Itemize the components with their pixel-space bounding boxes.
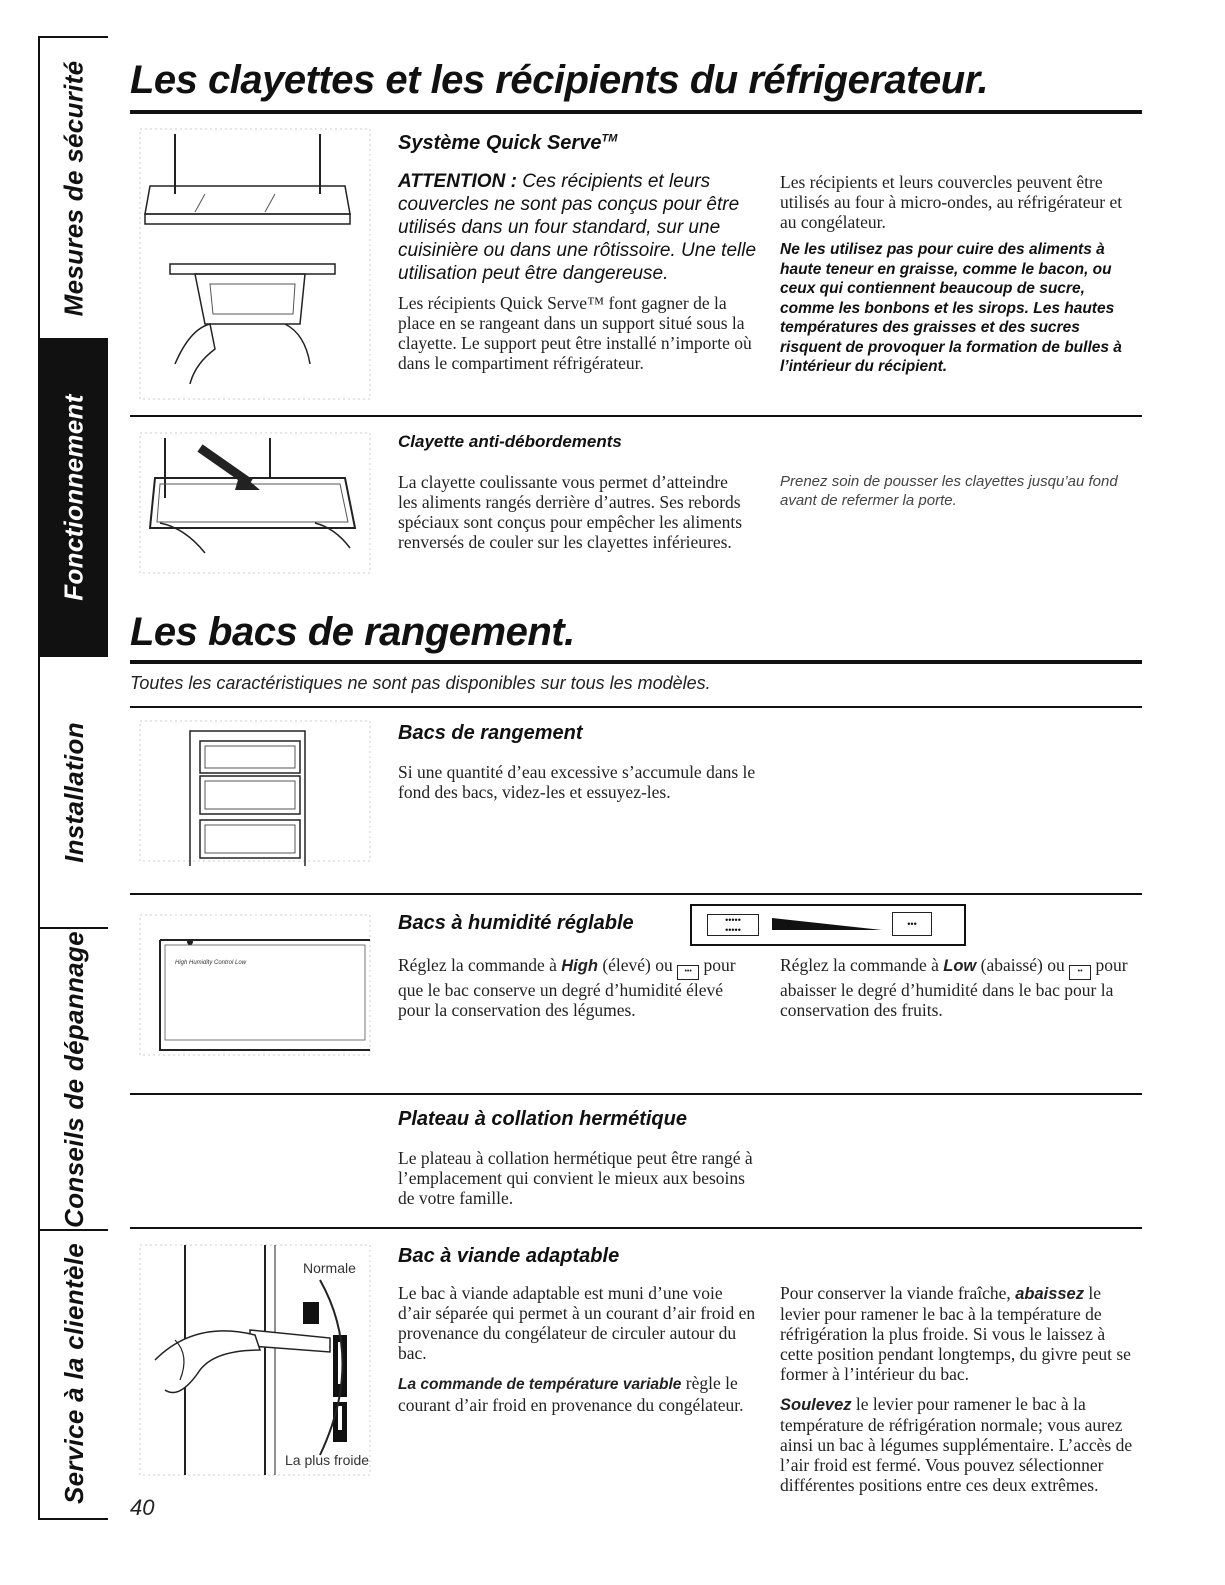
section-title-shelves: Les clayettes et les récipients du réfrigerateur. xyxy=(130,58,989,102)
spill-shelf-illustration xyxy=(135,428,375,578)
slider-wedge-icon xyxy=(772,916,882,932)
low-humidity-icon: ••• xyxy=(892,912,932,936)
quick-serve-right-body: Les récipients et leurs couvercles peuvent être utilisés au four à micro-ondes, au réfrigérateur et au congélateur. xyxy=(780,172,1123,232)
text: le levier pour ramener le bac à la température de réfrigération normale; vous aurez ainsi un bac à légumes supplémentaire. L’accès de l’air froid est fermé. Vous pouvez sélectionner différentes positions entre ces deux extrêmes. xyxy=(780,1394,1133,1495)
humidity-high-body xyxy=(398,955,758,1020)
text: (abaissé) ou xyxy=(976,955,1070,975)
text: (élevé) ou xyxy=(597,955,678,975)
text: le levier pour ramener le bac à la température de réfrigération la plus froide. Si vous le laissez à cette position pendant longtemps, du givre peut se former à l’intérieur du bac. xyxy=(780,1283,1131,1384)
high-keyword: High xyxy=(561,957,598,975)
quick-serve-body: Les récipients Quick Serve™ font gagner de la place en se rangeant dans un support situé sous la clayette. Le support peut être installé n’importe où dans le compartiment réfrigérateur. xyxy=(398,293,752,373)
heading-snack-pan: Plateau à collation hermétique xyxy=(398,1108,687,1130)
low-humidity-icon: •• xyxy=(1069,965,1091,980)
spill-shelf-note: Prenez soin de pousser les clayettes jusqu’au fond avant de refermer la porte. xyxy=(780,473,1118,509)
tab-mesures-de-securite[interactable] xyxy=(40,38,108,340)
storage-bins-body: Si une quantité d’eau excessive s’accumule dans le fond des bacs, videz-les et essuyez-les. xyxy=(398,762,756,802)
meat-pan-lower-body xyxy=(780,1283,1142,1384)
side-tab-column xyxy=(38,36,108,1520)
heading-text: Système Quick Serve xyxy=(398,132,602,154)
tab-fonctionnement[interactable] xyxy=(40,340,108,657)
divider xyxy=(130,1093,1142,1095)
quick-serve-illustration xyxy=(135,124,375,404)
heading-quick-serve xyxy=(398,132,617,155)
humidity-control-illustration xyxy=(135,910,375,1060)
text: pour abaisser le degré d’humidité dans le bac pour la conservation des fruits. xyxy=(780,955,1128,1020)
attention-label: ATTENTION : xyxy=(398,171,517,192)
title-rule xyxy=(130,660,1142,664)
divider xyxy=(130,893,1142,895)
raise-keyword: Soulevez xyxy=(780,1396,852,1414)
tab-label: Mesures de sécurité xyxy=(58,60,89,316)
text: règle le courant d’air froid en provenance du congélateur. xyxy=(398,1373,744,1415)
quick-serve-warning: Ne les utilisez pas pour cuire des aliments à haute teneur en graisse, comme le bacon, ou ceux qui contiennent beaucoup de sucre, comme les bonbons et les sirops. Les hautes températures des graisses et des sucres risquent de provoquer la formation de bulles à l’intérieur du récipient. xyxy=(780,241,1122,375)
heading-spill-shelf: Clayette anti-débordements xyxy=(398,432,622,451)
attention-warning xyxy=(398,170,758,285)
title-rule xyxy=(130,110,1142,114)
tab-label: Conseils de dépannage xyxy=(58,930,89,1228)
humidity-low-body xyxy=(780,955,1142,1020)
page-number: 40 xyxy=(130,1495,155,1520)
meat-pan-raise-body xyxy=(780,1394,1142,1495)
lower-keyword: abaissez xyxy=(1015,1285,1084,1303)
meat-pan-illustration xyxy=(135,1240,375,1480)
divider xyxy=(130,415,1142,417)
high-humidity-icon: ••• xyxy=(677,965,699,980)
tab-conseils-de-depannage[interactable] xyxy=(40,929,108,1231)
low-keyword: Low xyxy=(943,957,977,975)
meat-pan-control-body xyxy=(398,1373,758,1415)
tab-installation[interactable] xyxy=(40,657,108,929)
storage-bins-illustration xyxy=(135,716,375,866)
coldest-position-label: La plus froide xyxy=(285,1452,370,1468)
normal-position-label: Normale xyxy=(303,1260,356,1276)
meat-pan-body: Le bac à viande adaptable est muni d’une voie d’air séparée qui permet à un courant d’air froid en provenance du congélateur de circuler autour du bac. xyxy=(398,1283,756,1363)
tab-label: Installation xyxy=(58,721,89,863)
text: Pour conserver la viande fraîche, xyxy=(780,1283,1016,1303)
text: pour que le bac conserve un degré d’humidité élevé pour la conservation des légumes. xyxy=(398,955,736,1020)
control-label: La commande de température variable xyxy=(398,1376,682,1393)
attention-text: Ces récipients et leurs couvercles ne sont pas conçus pour être utilisés dans un four standard, sur une cuisinière ou dans une rôtissoire. Une telle utilisation peut être dangereuse. xyxy=(398,171,757,284)
text: Réglez la commande à xyxy=(780,955,944,975)
trademark-mark: TM xyxy=(601,132,618,145)
availability-note: Toutes les caractéristiques ne sont pas disponibles sur tous les modèles. xyxy=(130,673,711,693)
tab-label: Fonctionnement xyxy=(58,394,89,601)
snack-pan-body: Le plateau à collation hermétique peut être rangé à l’emplacement qui convient le mieux aux besoins de votre famille. xyxy=(398,1148,753,1208)
heading-meat-pan: Bac à viande adaptable xyxy=(398,1245,620,1267)
divider xyxy=(130,706,1142,708)
humidity-illus-label: High Humidity Control Low xyxy=(175,960,247,966)
tab-label: Service à la clientèle xyxy=(58,1243,89,1504)
heading-humidity-bins: Bacs à humidité réglable xyxy=(398,912,634,934)
divider xyxy=(130,1227,1142,1229)
tab-service-a-la-clientele[interactable] xyxy=(40,1231,108,1516)
humidity-slider-graphic xyxy=(690,904,966,946)
heading-storage-bins: Bacs de rangement xyxy=(398,722,583,744)
text: Réglez la commande à xyxy=(398,955,562,975)
high-humidity-icon: ••••• ••••• xyxy=(707,914,759,936)
spill-shelf-body: La clayette coulissante vous permet d’atteindre les aliments rangés derrière d’autres. Ses rebords spéciaux sont conçus pour empêcher les aliments renversés de couler sur les clayettes inférieures. xyxy=(398,472,743,552)
section-title-bins: Les bacs de rangement. xyxy=(130,610,575,654)
